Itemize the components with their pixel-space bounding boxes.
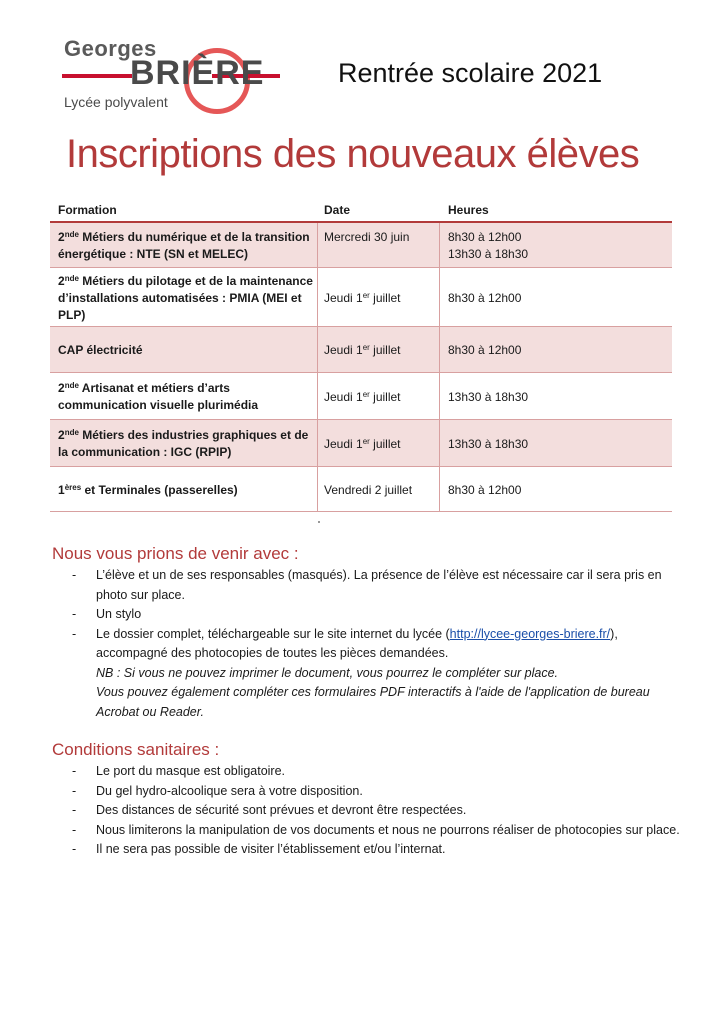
list-item: - Un stylo	[72, 605, 692, 625]
list-item: - Du gel hydro-alcoolique sera à votre disposition.	[72, 782, 692, 802]
nb-note-2: Vous pouvez également compléter ces formulaires PDF interactifs à l'aide de l'application de bureau Acrobat ou Reader.	[96, 685, 650, 719]
list-item: - Le port du masque est obligatoire.	[72, 762, 692, 782]
table-row	[50, 223, 672, 268]
header-hours: Heures	[448, 203, 489, 217]
logo-briere: BRIÈRE	[130, 54, 265, 92]
table-row	[50, 467, 672, 512]
nb-note: NB : Si vous ne pouvez imprimer le document, vous pourrez le compléter sur place.	[96, 665, 559, 680]
hours-cell: 8h30 à 12h00 13h30 à 18h30	[448, 230, 529, 261]
formation-cell: 2nde Métiers des industries graphiques et de la communication : IGC (RPIP)	[50, 420, 318, 466]
list-item: - Des distances de sécurité sont prévues et devront être respectées.	[72, 801, 692, 821]
bring-list	[72, 566, 692, 722]
hours-cell: 8h30 à 12h00	[448, 482, 522, 497]
formation-cell: CAP électricité	[50, 327, 318, 372]
table-row	[50, 268, 672, 327]
date-cell: Jeudi 1er juillet	[318, 268, 440, 326]
date-cell: Vendredi 2 juillet	[318, 467, 440, 511]
health-section-title: Conditions sanitaires :	[52, 740, 220, 759]
list-item: - Le dossier complet, téléchargeable sur le site internet du lycée (http://lycee-georges-briere.fr/), accompagné des photocopies de toutes les pièces demandées. NB : Si vous ne pouvez imprimer le document, vous pourrez le compléter sur place. Vous pouvez également compléter ces formulaires PDF interactifs à l'aide de l'application de bureau Acrobat ou Reader.	[72, 625, 692, 723]
formation-cell: 2nde Artisanat et métiers d’arts communication visuelle plurimédia	[50, 373, 318, 419]
school-year: Rentrée scolaire 2021	[338, 58, 603, 88]
date-cell: Jeudi 1er juillet	[318, 420, 440, 466]
list-item: - L’élève et un de ses responsables (masqués). La présence de l’élève est nécessaire car il sera pris en photo sur place.	[72, 566, 692, 605]
logo-georges: Georges	[64, 36, 157, 61]
hours-cell: 13h30 à 18h30	[448, 436, 529, 451]
date-cell: Mercredi 30 juin	[318, 223, 440, 267]
formation-cell: 1ères et Terminales (passerelles)	[50, 467, 318, 511]
school-logo	[62, 36, 284, 116]
formation-cell: 2nde Métiers du pilotage et de la maintenance d’installations automatisées : PMIA (MEI et PLP)	[50, 268, 318, 326]
list-item: - Nous limiterons la manipulation de vos documents et nous ne pourrons réaliser de photocopies sur place.	[72, 821, 692, 841]
table-row	[50, 373, 672, 420]
table-row	[50, 327, 672, 373]
logo-bar-left	[62, 74, 132, 78]
header-date: Date	[324, 203, 351, 217]
table-row	[50, 420, 672, 467]
website-link[interactable]: http://lycee-georges-briere.fr/	[449, 626, 611, 641]
bring-section-title: Nous vous prions de venir avec :	[52, 544, 299, 563]
date-cell: Jeudi 1er juillet	[318, 373, 440, 419]
page-title: Inscriptions des nouveaux élèves	[66, 132, 640, 176]
hours-cell: 8h30 à 12h00	[448, 290, 522, 305]
header-formation: Formation	[58, 203, 117, 217]
health-list	[72, 762, 692, 860]
registration-table	[50, 200, 672, 512]
stray-dot	[318, 521, 320, 523]
logo-subtitle: Lycée polyvalent	[64, 94, 168, 110]
date-cell: Jeudi 1er juillet	[318, 327, 440, 372]
hours-cell: 8h30 à 12h00	[448, 343, 522, 357]
formation-cell: 2nde Métiers du numérique et de la transition énergétique : NTE (SN et MELEC)	[50, 223, 318, 267]
hours-cell: 13h30 à 18h30	[448, 389, 529, 404]
table-header	[50, 200, 672, 223]
list-item: - Il ne sera pas possible de visiter l’établissement et/ou l’internat.	[72, 840, 692, 860]
